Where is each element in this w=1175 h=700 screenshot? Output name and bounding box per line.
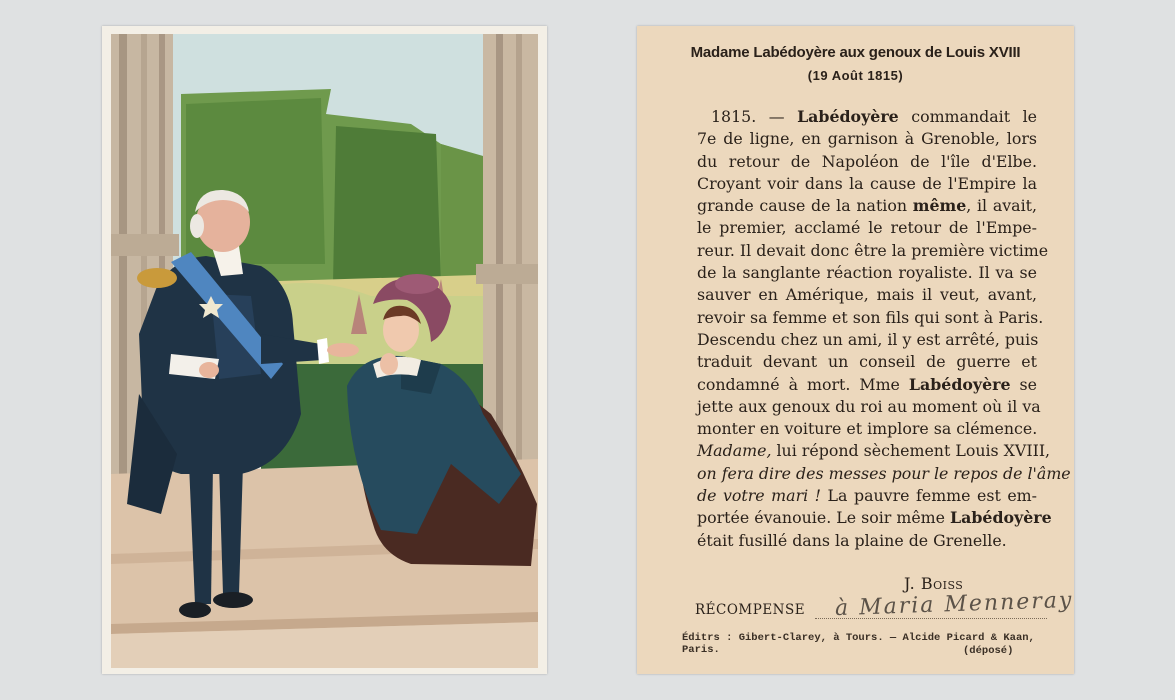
story-fragment: grande cause de la nation — [697, 196, 913, 216]
story-fragment: Labédoyère — [797, 107, 899, 126]
story-line — [697, 217, 1037, 239]
story-fragment: La pauvre femme est em- — [821, 486, 1037, 506]
story-fragment: 1815. — — [711, 107, 798, 126]
story-fragment: on fera dire des messes pour le repos de l'âme — [697, 463, 1071, 483]
story-fragment: Descendu chez un ami, il y est arrêté, puis — [697, 329, 1039, 349]
story-line — [697, 128, 1037, 150]
reward-label: RÉCOMPENSE — [695, 602, 806, 618]
story-line — [697, 284, 1037, 306]
story-fragment: sauver en Amérique, mais il veut, avant, — [697, 285, 1037, 305]
epaulette — [137, 268, 177, 288]
story-line — [697, 418, 1037, 440]
text-card — [637, 26, 1074, 674]
story-line — [697, 151, 1037, 173]
illustration — [111, 34, 538, 668]
story-line — [697, 262, 1037, 284]
story-line — [697, 240, 1049, 262]
story-fragment: , il avait, — [966, 196, 1037, 216]
story-fragment: Labédoyère — [950, 508, 1052, 528]
story-line — [697, 507, 1052, 529]
reward-dotted-line — [815, 618, 1047, 619]
story-fragment: revoir sa femme et son fils qui sont à Paris. — [697, 307, 1044, 327]
story-fragment: même — [912, 196, 967, 216]
story-text — [697, 106, 1071, 552]
story-fragment: reur. Il devait donc être la première victime — [697, 240, 1049, 260]
story-fragment: Labédoyère — [908, 374, 1011, 394]
story-fragment: portée évanouie. Le soir même — [697, 508, 951, 528]
author-signature: J. Boiss — [904, 574, 964, 593]
right-column — [483, 34, 538, 474]
story-line — [697, 329, 1037, 351]
story-line — [697, 485, 1037, 507]
story-line — [697, 440, 1051, 462]
story-fragment: se — [1010, 374, 1037, 394]
story-line — [697, 374, 1037, 396]
story-line — [697, 307, 1044, 329]
story-fragment: condamné à mort. Mme — [697, 374, 909, 394]
story-fragment: du retour de Napoléon de l'île d'Elbe. — [697, 151, 1037, 171]
story-line — [697, 396, 1041, 418]
illustrated-card — [102, 26, 547, 674]
story-line — [697, 463, 1071, 485]
story-line — [697, 195, 1037, 217]
story-fragment: Croyant voir dans la cause de l'Empire la — [697, 173, 1037, 193]
story-fragment: de la sanglante réaction royaliste. Il va se — [697, 263, 1037, 283]
story-line — [697, 530, 1037, 552]
publisher-footer-deposited: (déposé) — [963, 645, 1014, 657]
story-fragment: commandait le — [898, 107, 1037, 126]
card-title: Madame Labédoyère aux genoux de Louis XVIII — [690, 44, 1021, 61]
story-fragment: était fusillé dans la plaine de Grenelle. — [697, 530, 1007, 550]
publisher-footer: Éditrs : Gibert-Clarey, à Tours. — Alcide Picard & Kaan, Paris. — [682, 632, 1035, 656]
story-fragment: jette aux genoux du roi au moment où il va — [697, 396, 1041, 416]
story-line — [697, 173, 1037, 195]
king-hand — [327, 343, 359, 357]
story-line — [697, 106, 1037, 128]
story-fragment: Madame, — [697, 441, 772, 461]
story-line — [697, 351, 1037, 373]
story-fragment: monter en voiture et implore sa clémence. — [697, 419, 1038, 439]
story-fragment: traduit devant un conseil de guerre et — [697, 352, 1037, 372]
card-date: (19 Août 1815) — [807, 68, 904, 83]
story-fragment: le premier, acclamé le retour de l'Empe- — [697, 218, 1037, 238]
reward-recipient-handwriting: à Maria Menneray — [834, 587, 1074, 622]
story-fragment: de votre mari ! — [697, 486, 822, 506]
story-fragment: lui répond sèchement Louis XVIII, — [771, 441, 1051, 461]
story-fragment: 7e de ligne, en garnison à Grenoble, lors — [697, 129, 1037, 149]
